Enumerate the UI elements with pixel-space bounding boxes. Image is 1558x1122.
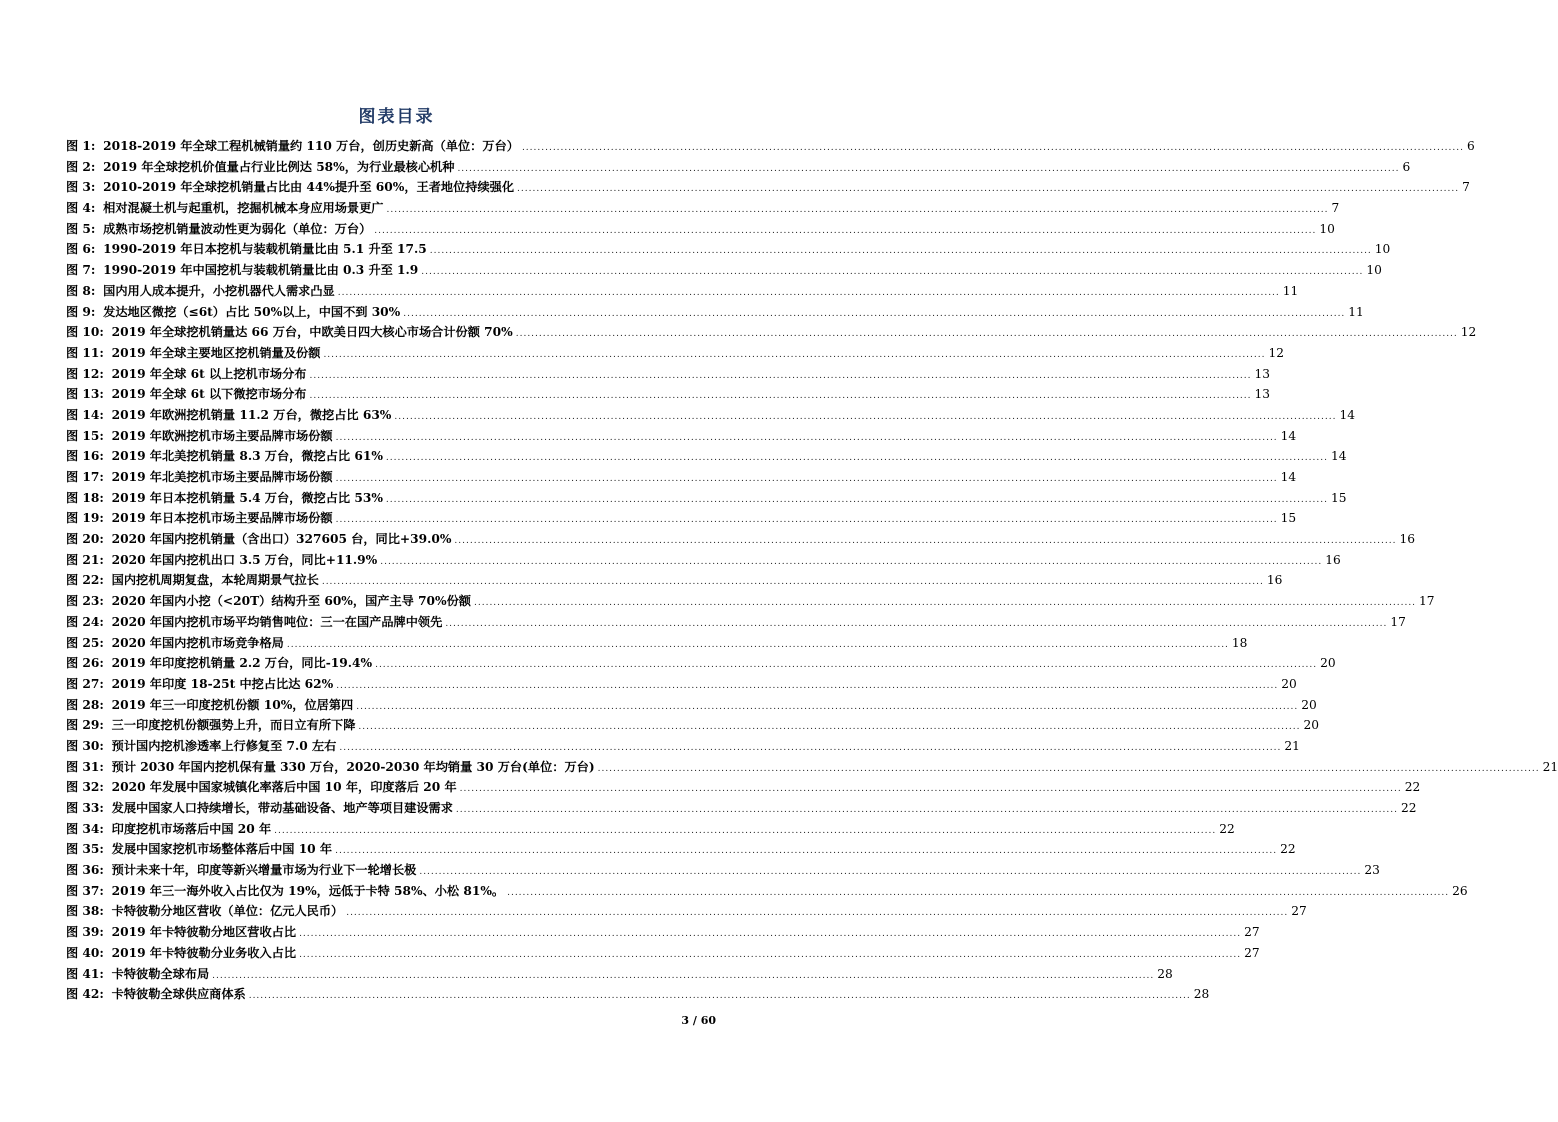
figure-label: 图 35: xyxy=(66,842,104,857)
table-of-figures xyxy=(66,136,1558,1005)
page-ref: 6 xyxy=(1402,159,1411,174)
page-ref: 22 xyxy=(1280,842,1296,857)
figure-caption: 2020 年国内小挖（<20T）结构升至 60%，国产主导 70%份额 xyxy=(111,594,471,609)
figure-label: 图 21: xyxy=(66,552,104,567)
figure-label: 图 6: xyxy=(66,242,96,257)
toc-entry[interactable] xyxy=(66,819,1235,840)
dot-leader xyxy=(249,986,1191,1007)
figure-caption: 2019 年印度挖机销量 2.2 万台，同比-19.4% xyxy=(111,656,373,671)
figure-label: 图 15: xyxy=(66,428,104,443)
dot-leader xyxy=(445,614,1387,635)
figure-label: 图 28: xyxy=(66,697,104,712)
figure-caption: 国内挖机周期复盘，本轮周期景气拉长 xyxy=(111,573,319,588)
figure-caption: 2019 年北美挖机市场主要品牌市场份额 xyxy=(111,470,333,484)
figure-caption: 2020 年国内挖机出口 3.5 万台，同比+11.9% xyxy=(111,552,378,567)
figure-label: 图 31: xyxy=(66,759,104,774)
page-ref: 16 xyxy=(1399,532,1415,547)
toc-entry[interactable] xyxy=(66,633,1248,654)
toc-entry[interactable] xyxy=(66,219,1335,240)
figure-label: 图 33: xyxy=(66,801,104,815)
figure-caption: 2019 年全球 6t 以上挖机市场分布 xyxy=(111,366,307,381)
toc-entry[interactable] xyxy=(66,405,1355,426)
figure-caption: 2020 年国内挖机市场平均销售吨位：三一在国产品牌中领先 xyxy=(111,614,443,629)
figure-label: 图 5: xyxy=(66,221,96,236)
figure-caption: 2019 年全球主要地区挖机销量及份额 xyxy=(111,345,321,360)
dot-leader xyxy=(358,717,1300,738)
toc-entry[interactable] xyxy=(66,322,1477,343)
figure-caption: 预计未来十年，印度等新兴增量市场为行业下一轮增长极 xyxy=(111,863,417,878)
figure-caption: 2019 年印度 18-25t 中挖占比达 62% xyxy=(111,676,334,691)
page-ref: 14 xyxy=(1280,470,1297,484)
page-ref: 10 xyxy=(1366,263,1382,278)
page-ref: 22 xyxy=(1404,780,1421,795)
toc-entry[interactable] xyxy=(66,715,1319,736)
dot-leader xyxy=(336,469,1278,490)
page-ref: 6 xyxy=(1466,139,1475,153)
figure-caption: 卡特彼勒分地区营收（单位：亿元人民币） xyxy=(111,904,344,919)
dot-leader xyxy=(356,697,1298,718)
toc-entry[interactable] xyxy=(66,901,1307,922)
toc-entry[interactable] xyxy=(66,695,1317,716)
dot-leader xyxy=(386,448,1328,469)
figure-caption: 2019 年卡特彼勒分业务收入占比 xyxy=(111,945,297,960)
figure-label: 图 9: xyxy=(66,304,96,319)
dot-leader xyxy=(287,635,1229,656)
toc-entry[interactable] xyxy=(66,467,1297,488)
figure-caption: 2019 年北美挖机销量 8.3 万台，微挖占比 61% xyxy=(111,449,383,464)
toc-entry[interactable] xyxy=(66,860,1380,881)
figure-label: 图 26: xyxy=(66,656,104,671)
toc-entry[interactable] xyxy=(66,839,1296,860)
dot-leader xyxy=(335,841,1277,862)
page-ref: 11 xyxy=(1282,283,1299,298)
page-ref: 27 xyxy=(1291,904,1307,919)
figure-label: 图 41: xyxy=(66,966,104,981)
toc-entry[interactable] xyxy=(66,964,1173,985)
dot-leader xyxy=(474,593,1416,614)
page-ref: 17 xyxy=(1419,594,1435,609)
dot-leader xyxy=(403,304,1345,325)
dot-leader xyxy=(386,200,1328,221)
page-ref: 10 xyxy=(1374,242,1391,257)
toc-entry[interactable] xyxy=(66,984,1210,1005)
toc-entry[interactable] xyxy=(66,384,1271,405)
figure-caption: 卡特彼勒全球布局 xyxy=(111,966,210,981)
dot-leader xyxy=(374,221,1316,242)
toc-entry[interactable] xyxy=(66,922,1260,943)
figure-label: 图 37: xyxy=(66,883,104,898)
dot-leader xyxy=(336,510,1278,531)
toc-entry[interactable] xyxy=(66,550,1341,571)
figure-label: 图 23: xyxy=(66,594,104,609)
figure-label: 图 13: xyxy=(66,387,104,402)
figure-caption: 相对混凝土机与起重机，挖掘机械本身应用场景更广 xyxy=(103,201,384,216)
dot-leader xyxy=(339,738,1281,759)
toc-entry[interactable] xyxy=(66,488,1347,509)
toc-entry[interactable] xyxy=(66,343,1284,364)
dot-leader xyxy=(323,345,1265,366)
page-ref: 18 xyxy=(1231,635,1248,650)
figure-caption: 成熟市场挖机销量波动性更为弱化（单位：万台） xyxy=(103,221,372,236)
page-ref: 21 xyxy=(1284,738,1300,753)
dot-leader xyxy=(457,159,1399,180)
toc-entry[interactable] xyxy=(66,260,1382,281)
toc-entry[interactable] xyxy=(66,177,1470,198)
figure-label: 图 39: xyxy=(66,925,104,940)
toc-entry[interactable] xyxy=(66,446,1347,467)
figure-caption: 2020 年国内挖机市场竞争格局 xyxy=(111,635,284,650)
toc-entry[interactable] xyxy=(66,612,1406,633)
page-ref: 26 xyxy=(1452,883,1468,898)
page-ref: 11 xyxy=(1348,304,1364,319)
figure-caption: 国内用人成本提升，小挖机器代人需求凸显 xyxy=(103,283,335,298)
dot-leader xyxy=(516,324,1458,345)
dot-leader xyxy=(507,883,1449,904)
figure-label: 图 11: xyxy=(66,345,104,360)
dot-leader xyxy=(430,241,1372,262)
dot-leader xyxy=(338,283,1280,304)
figure-caption: 发展中国家人口持续增长，带动基础设备、地产等项目建设需求 xyxy=(111,801,453,815)
toc-entry[interactable] xyxy=(66,239,1391,260)
dot-leader xyxy=(274,821,1216,842)
figure-caption: 卡特彼勒全球供应商体系 xyxy=(111,987,246,1002)
dot-leader xyxy=(421,262,1363,283)
figure-caption: 发展中国家挖机市场整体落后中国 10 年 xyxy=(111,842,333,857)
page-ref: 16 xyxy=(1325,552,1341,567)
toc-entry[interactable] xyxy=(66,157,1411,178)
toc-entry[interactable] xyxy=(66,943,1260,964)
page-ref: 16 xyxy=(1266,573,1283,588)
toc-entry[interactable] xyxy=(66,674,1297,695)
figure-label: 图 12: xyxy=(66,366,104,381)
figure-label: 图 40: xyxy=(66,945,104,960)
toc-entry[interactable] xyxy=(66,508,1297,529)
figure-label: 图 32: xyxy=(66,780,104,795)
figure-caption: 2020 年国内挖机销量（含出口）327605 台，同比+39.0% xyxy=(111,532,452,547)
page-ref: 7 xyxy=(1462,180,1470,195)
dot-leader xyxy=(456,800,1398,821)
page-ref: 21 xyxy=(1542,759,1558,774)
figure-label: 图 38: xyxy=(66,904,104,919)
page-ref: 12 xyxy=(1268,345,1284,360)
page-ref: 22 xyxy=(1400,801,1417,815)
page-ref: 14 xyxy=(1330,449,1347,464)
toc-entry[interactable] xyxy=(66,198,1340,219)
figure-label: 图 30: xyxy=(66,738,104,753)
dot-leader xyxy=(380,552,1322,573)
figure-label: 图 34: xyxy=(66,821,104,836)
toc-entry[interactable] xyxy=(66,364,1271,385)
figure-caption: 1990-2019 年日本挖机与装载机销量比由 5.1 升至 17.5 xyxy=(103,242,427,257)
figure-caption: 2019 年全球挖机价值量占行业比例达 58%，为行业最核心机种 xyxy=(103,159,455,174)
figure-label: 图 42: xyxy=(66,987,104,1002)
dot-leader xyxy=(346,903,1288,924)
figure-label: 图 19: xyxy=(66,511,104,526)
figure-label: 图 17: xyxy=(66,470,104,484)
figure-caption: 印度挖机市场落后中国 20 年 xyxy=(111,821,272,836)
toc-entry[interactable] xyxy=(66,757,1558,778)
figure-label: 图 18: xyxy=(66,490,104,505)
page-ref: 13 xyxy=(1254,366,1271,381)
dot-leader xyxy=(299,924,1241,945)
page-ref: 27 xyxy=(1244,925,1260,940)
figure-caption: 2020 年发展中国家城镇化率落后中国 10 年，印度落后 20 年 xyxy=(111,780,457,795)
toc-entry[interactable] xyxy=(66,777,1421,798)
figure-caption: 2019 年三一海外收入占比仅为 19%，远低于卡特 58%、小松 81%。 xyxy=(111,883,505,898)
figure-label: 图 36: xyxy=(66,863,104,878)
page-ref: 23 xyxy=(1364,863,1380,878)
page-ref: 20 xyxy=(1320,656,1336,671)
toc-entry[interactable] xyxy=(66,302,1364,323)
toc-title: 图表目录 xyxy=(358,107,435,127)
toc-entry[interactable] xyxy=(66,653,1336,674)
page-ref: 14 xyxy=(1280,428,1297,443)
figure-label: 图 29: xyxy=(66,718,104,733)
figure-label: 图 16: xyxy=(66,449,104,464)
dot-leader xyxy=(375,655,1317,676)
figure-label: 图 3: xyxy=(66,180,96,195)
dot-leader xyxy=(522,138,1464,159)
dot-leader xyxy=(299,945,1241,966)
dot-leader xyxy=(394,407,1336,428)
figure-label: 图 25: xyxy=(66,635,104,650)
figure-caption: 三一印度挖机份额强势上升，而日立有所下降 xyxy=(111,718,356,733)
dot-leader xyxy=(460,779,1402,800)
page-ref: 20 xyxy=(1303,718,1319,733)
page-ref: 10 xyxy=(1319,221,1335,236)
figure-label: 图 7: xyxy=(66,263,96,278)
toc-entry[interactable] xyxy=(66,426,1297,447)
figure-caption: 2019 年三一印度挖机份额 10%，位居第四 xyxy=(111,697,354,712)
page-ref: 14 xyxy=(1339,407,1355,422)
dot-leader xyxy=(309,366,1251,387)
page-ref: 15 xyxy=(1280,511,1297,526)
figure-label: 图 14: xyxy=(66,407,104,422)
toc-entry[interactable] xyxy=(66,570,1283,591)
figure-label: 图 20: xyxy=(66,532,104,547)
figure-label: 图 24: xyxy=(66,614,104,629)
dot-leader xyxy=(386,490,1328,511)
figure-label: 图 10: xyxy=(66,325,104,340)
toc-entry[interactable] xyxy=(66,529,1415,550)
page-ref: 17 xyxy=(1390,614,1406,629)
dot-leader xyxy=(598,759,1540,780)
figure-caption: 2018-2019 年全球工程机械销量约 110 万台，创历史新高（单位：万台） xyxy=(103,139,519,153)
figure-caption: 预计国内挖机渗透率上行修复至 7.0 左右 xyxy=(111,738,337,753)
dot-leader xyxy=(322,572,1264,593)
figure-caption: 2019 年卡特彼勒分地区营收占比 xyxy=(111,925,297,940)
figure-caption: 预计 2030 年国内挖机保有量 330 万台，2020-2030 年均销量 30 万台(单位：万台) xyxy=(111,759,595,774)
page-ref: 15 xyxy=(1330,490,1347,505)
figure-caption: 2019 年日本挖机市场主要品牌市场份额 xyxy=(111,511,333,526)
page-ref: 28 xyxy=(1157,966,1173,981)
figure-caption: 2019 年日本挖机销量 5.4 万台，微挖占比 53% xyxy=(111,490,383,505)
figure-caption: 发达地区微挖（≤6t）占比 50%以上，中国不到 30% xyxy=(103,304,401,319)
dot-leader xyxy=(309,386,1251,407)
dot-leader xyxy=(454,531,1396,552)
figure-label: 图 2: xyxy=(66,159,96,174)
dot-leader xyxy=(336,428,1278,449)
figure-label: 图 8: xyxy=(66,283,96,298)
page-ref: 13 xyxy=(1254,387,1271,402)
toc-entry[interactable] xyxy=(66,136,1475,157)
figure-caption: 2019 年欧洲挖机市场主要品牌市场份额 xyxy=(111,428,333,443)
figure-label: 图 27: xyxy=(66,676,104,691)
figure-label: 图 4: xyxy=(66,201,96,216)
toc-entry[interactable] xyxy=(66,591,1435,612)
page-ref: 12 xyxy=(1460,325,1477,340)
page-ref: 20 xyxy=(1281,676,1297,691)
page-ref: 27 xyxy=(1244,945,1260,960)
page-ref: 7 xyxy=(1331,201,1340,216)
figure-caption: 2010-2019 年全球挖机销量占比由 44%提升至 60%，王者地位持续强化 xyxy=(103,180,515,195)
dot-leader xyxy=(517,179,1459,200)
page-number: 3 / 60 xyxy=(681,1014,716,1027)
dot-leader xyxy=(212,966,1154,987)
toc-entry[interactable] xyxy=(66,881,1468,902)
page-ref: 22 xyxy=(1219,821,1235,836)
toc-entry[interactable] xyxy=(66,736,1300,757)
toc-entry[interactable] xyxy=(66,798,1417,819)
figure-caption: 2019 年欧洲挖机销量 11.2 万台，微挖占比 63% xyxy=(111,407,392,422)
page-ref: 20 xyxy=(1301,697,1317,712)
dot-leader xyxy=(419,862,1361,883)
figure-caption: 1990-2019 年中国挖机与装载机销量比由 0.3 升至 1.9 xyxy=(103,263,419,278)
figure-caption: 2019 年全球 6t 以下微挖市场分布 xyxy=(111,387,307,402)
page-ref: 28 xyxy=(1193,987,1210,1002)
figure-label: 图 22: xyxy=(66,573,104,588)
figure-caption: 2019 年全球挖机销量达 66 万台，中欧美日四大核心市场合计份额 70% xyxy=(111,325,513,340)
dot-leader xyxy=(336,676,1278,697)
figure-label: 图 1: xyxy=(66,139,96,153)
toc-entry[interactable] xyxy=(66,281,1299,302)
